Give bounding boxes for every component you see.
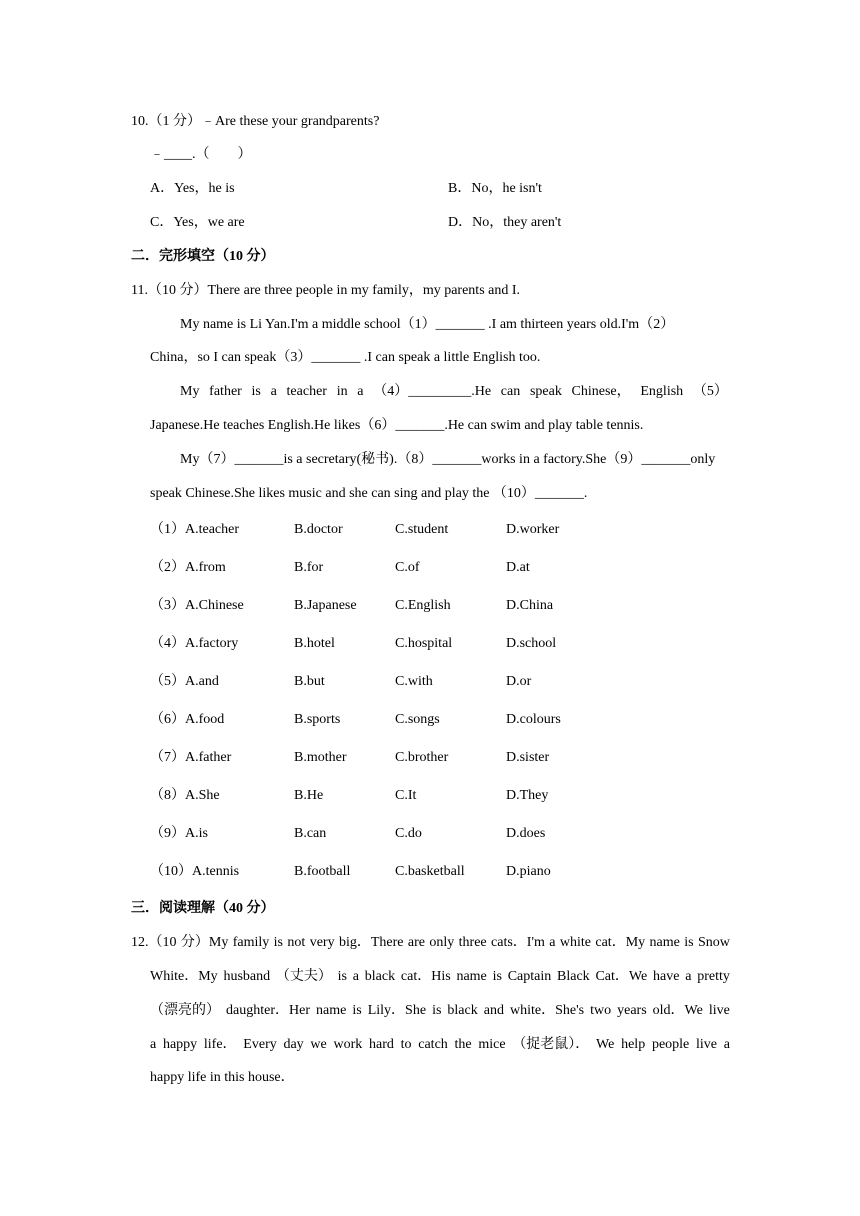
word: three bbox=[458, 935, 487, 950]
choice-option: D.China bbox=[506, 598, 554, 613]
choice-option: B.can bbox=[294, 826, 327, 841]
word: teacher bbox=[286, 384, 327, 399]
word: cats．I'm bbox=[491, 935, 545, 950]
word: a bbox=[549, 935, 556, 950]
q11-passage-line: speak Chinese.She likes music and she can sing and play the （10）_______. bbox=[150, 486, 588, 501]
word: White．My bbox=[150, 969, 218, 984]
word: are bbox=[407, 935, 425, 950]
choice-option: B.football bbox=[294, 864, 351, 879]
q10-option-a: A．Yes，he is bbox=[150, 181, 235, 196]
word: name bbox=[456, 969, 487, 984]
word: we bbox=[310, 1037, 327, 1052]
word: white bbox=[559, 935, 591, 950]
word: a bbox=[352, 969, 360, 984]
word: cat．His bbox=[400, 969, 451, 984]
q11-passage-line: Japanese.He teaches English.He likes（6）_______.He can swim and play table tennis. bbox=[150, 418, 644, 433]
word: is bbox=[251, 384, 261, 399]
section-cloze-heading: 二．完形填空（10 分） bbox=[131, 249, 275, 264]
section-reading-heading: 三．阅读理解（40 分） bbox=[131, 901, 275, 916]
word: hard bbox=[369, 1037, 394, 1052]
word: day bbox=[283, 1037, 304, 1052]
word: old．We bbox=[652, 1003, 703, 1018]
word: name bbox=[316, 1003, 347, 1018]
word: Chinese， bbox=[571, 384, 631, 399]
choice-option: C.songs bbox=[395, 712, 440, 727]
word: （丈夫） bbox=[275, 969, 332, 984]
word: family bbox=[232, 935, 270, 950]
word: pretty bbox=[697, 969, 730, 984]
word: the bbox=[454, 1037, 472, 1052]
q11-passage-line: My（7）_______is a secretary(秘书).（8）_______works in a factory.She（9）_______only bbox=[180, 452, 716, 467]
word: Lily．She bbox=[367, 1003, 427, 1018]
q11-passage-line: China，so I can speak（3）_______ .I can speak a little English too. bbox=[150, 350, 541, 365]
choice-option: B.Japanese bbox=[294, 598, 357, 613]
word: to bbox=[400, 1037, 412, 1052]
word: work bbox=[333, 1037, 363, 1052]
choice-option: C.basketball bbox=[395, 864, 465, 879]
choice-option: C.brother bbox=[395, 750, 449, 765]
q12-passage-line bbox=[131, 934, 730, 952]
q10-option-b: B．No，he isn't bbox=[448, 181, 542, 196]
word: is bbox=[352, 1003, 362, 1018]
word: black bbox=[447, 1003, 478, 1018]
choice-option: B.but bbox=[294, 674, 325, 689]
word: white．She's bbox=[510, 1003, 585, 1018]
word: Snow bbox=[697, 935, 730, 950]
choice-option: D.They bbox=[506, 788, 549, 803]
word: a bbox=[685, 969, 692, 984]
choice-option: （7）A.father bbox=[150, 750, 232, 765]
choice-option: （8）A.She bbox=[150, 788, 220, 803]
word: Cat．We bbox=[595, 969, 648, 984]
word: Black bbox=[557, 969, 590, 984]
word: My bbox=[180, 384, 200, 399]
q12-passage-line bbox=[150, 968, 730, 986]
word: Every bbox=[243, 1037, 277, 1052]
word: （4）_________.He bbox=[373, 384, 492, 399]
choice-option: （9）A.is bbox=[150, 826, 208, 841]
q12-passage-line bbox=[150, 1036, 730, 1054]
word: live bbox=[708, 1003, 730, 1018]
choice-option: D.or bbox=[506, 674, 532, 689]
q11-intro: 11.（10 分）There are three people in my family，my parents and I. bbox=[131, 283, 521, 298]
word: is bbox=[684, 935, 694, 950]
word: is bbox=[492, 969, 502, 984]
choice-option: D.worker bbox=[506, 522, 560, 537]
word: a bbox=[270, 384, 277, 399]
choice-option: C.student bbox=[395, 522, 449, 537]
choice-option: （5）A.and bbox=[150, 674, 219, 689]
q10-answer-blank: ﹣____.（ ） bbox=[150, 147, 252, 162]
q11-passage-line bbox=[180, 383, 728, 401]
choice-option: B.mother bbox=[294, 750, 347, 765]
choice-option: （10）A.tennis bbox=[150, 864, 240, 879]
word: We bbox=[596, 1037, 615, 1052]
word: very bbox=[309, 935, 335, 950]
choice-option: B.for bbox=[294, 560, 324, 575]
word: is bbox=[432, 1003, 442, 1018]
choice-option: C.It bbox=[395, 788, 417, 803]
choice-option: C.English bbox=[395, 598, 451, 613]
word: in bbox=[336, 384, 348, 399]
choice-option: （2）A.from bbox=[150, 560, 226, 575]
word: not bbox=[287, 935, 306, 950]
word: father bbox=[209, 384, 242, 399]
q10-option-d: D．No，they aren't bbox=[448, 215, 562, 230]
choice-option: D.school bbox=[506, 636, 557, 651]
word: 分）My bbox=[180, 935, 229, 950]
word: a bbox=[723, 1037, 730, 1052]
choice-option: C.hospital bbox=[395, 636, 453, 651]
choice-option: D.does bbox=[506, 826, 546, 841]
q10-option-c: C．Yes，we are bbox=[150, 215, 245, 230]
word: live bbox=[696, 1037, 717, 1052]
word: is bbox=[273, 935, 284, 950]
choice-option: D.sister bbox=[506, 750, 550, 765]
word: can bbox=[500, 384, 521, 399]
word: mice bbox=[478, 1037, 506, 1052]
word: a bbox=[150, 1037, 157, 1052]
word: is bbox=[337, 969, 348, 984]
word: a bbox=[357, 384, 364, 399]
word: name bbox=[649, 935, 680, 950]
choice-option: B.hotel bbox=[294, 636, 335, 651]
choice-option: D.piano bbox=[506, 864, 551, 879]
choice-option: D.colours bbox=[506, 712, 561, 727]
word: have bbox=[652, 969, 680, 984]
word: Captain bbox=[507, 969, 552, 984]
word: help bbox=[621, 1037, 646, 1052]
word: black bbox=[364, 969, 396, 984]
q12-passage-line: happy life in this house． bbox=[150, 1070, 295, 1085]
choice-option: C.do bbox=[395, 826, 422, 841]
word: people bbox=[651, 1037, 690, 1052]
choice-option: D.at bbox=[506, 560, 530, 575]
q11-passage-line: My name is Li Yan.I'm a middle school（1）_______ .I am thirteen years old.I'm（2） bbox=[180, 317, 675, 332]
word: catch bbox=[418, 1037, 448, 1052]
word: English bbox=[640, 384, 684, 399]
choice-option: C.with bbox=[395, 674, 433, 689]
choice-option: B.sports bbox=[294, 712, 341, 727]
choice-option: C.of bbox=[395, 560, 420, 575]
word: only bbox=[429, 935, 455, 950]
word: daughter．Her bbox=[226, 1003, 310, 1018]
q10-stem: 10.（1 分）﹣Are these your grandparents? bbox=[131, 114, 380, 129]
word: life． bbox=[203, 1037, 237, 1052]
choice-option: B.doctor bbox=[294, 522, 343, 537]
word: big．There bbox=[338, 935, 404, 950]
choice-option: （4）A.factory bbox=[150, 636, 239, 651]
choice-option: （1）A.teacher bbox=[150, 522, 240, 537]
word: cat．My bbox=[595, 935, 646, 950]
choice-option: （6）A.food bbox=[150, 712, 225, 727]
q12-passage-line bbox=[150, 1002, 730, 1020]
word: two bbox=[590, 1003, 612, 1018]
word: （5） bbox=[692, 384, 728, 399]
choice-option: B.He bbox=[294, 788, 324, 803]
word: and bbox=[483, 1003, 504, 1018]
word: 12.（10 bbox=[131, 935, 177, 950]
word: （捉老鼠）． bbox=[512, 1037, 590, 1052]
choice-option: （3）A.Chinese bbox=[150, 598, 244, 613]
word: （漂亮的） bbox=[150, 1003, 220, 1018]
word: speak bbox=[529, 384, 562, 399]
word: husband bbox=[223, 969, 271, 984]
word: happy bbox=[162, 1037, 198, 1052]
word: years bbox=[617, 1003, 647, 1018]
